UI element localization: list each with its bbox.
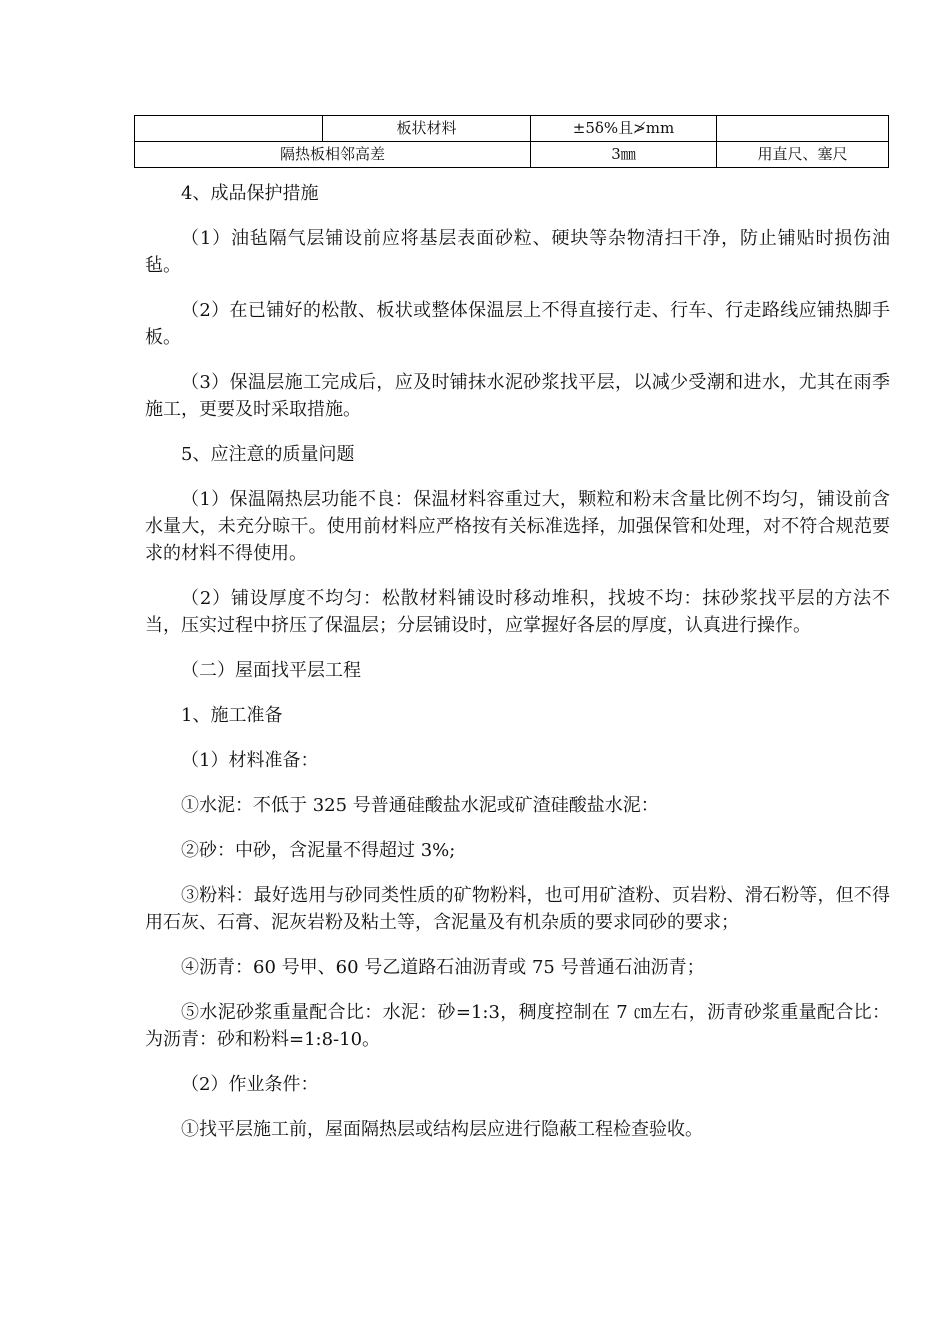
table-cell [717,116,889,142]
list-item: ③粉料：最好选用与砂同类性质的矿物粉料，也可用矿渣粉、页岩粉、滑石粉等，但不得用石灰、石膏、泥灰岩粉及粘土等，含泥量及有机杂质的要求同砂的要求； [145,885,890,933]
paragraph: （1）保温隔热层功能不良：保温材料容重过大，颗粒和粉末含量比例不均匀，铺设前含水量大，未充分晾干。使用前材料应严格按有关标准选择，加强保管和处理，对不符合规范要求的材料不得使用。 [145,489,890,564]
table-row [135,116,889,142]
table-cell: 用直尺、塞尺 [717,142,889,168]
section-heading: （二）屋面找平层工程 [181,660,361,681]
table-cell: 3㎜ [531,142,717,168]
paragraph: （3）保温层施工完成后，应及时铺抹水泥砂浆找平层，以减少受潮和进水，尤其在雨季施工，更要及时采取措施。 [145,372,890,420]
paragraph: （2）铺设厚度不均匀：松散材料铺设时移动堆积，找坡不均：抹砂浆找平层的方法不当，压实过程中挤压了保温层；分层铺设时，应掌握好各层的厚度，认真进行操作。 [145,588,890,636]
list-item: ④沥青：60 号甲、60 号乙道路石油沥青或 75 号普通石油沥青； [181,957,705,978]
body-text [145,180,890,1161]
paragraph: （1）材料准备： [181,750,319,771]
table-cell: 隔热板相邻高差 [135,142,531,168]
table-cell: ±5δ%且≯mm [531,116,717,142]
list-item: ⑤水泥砂浆重量配合比：水泥：砂=1:3，稠度控制在 7 ㎝左右，沥青砂浆重量配合比：为沥青：砂和粉料=1:8-10。 [145,1002,890,1050]
list-item: ①水泥：不低于 325 号普通硅酸盐水泥或矿渣硅酸盐水泥： [181,795,659,816]
section-heading: 4、成品保护措施 [181,183,319,204]
table-cell: 板状材料 [323,116,531,142]
section-heading: 5、应注意的质量问题 [181,444,355,465]
paragraph: （1）油毡隔气层铺设前应将基层表面砂粒、硬块等杂物清扫干净，防止铺贴时损伤油毡。 [145,228,890,276]
table-row [135,142,889,168]
table-cell [135,116,323,142]
section-heading: 1、施工准备 [181,705,283,726]
paragraph: （2）在已铺好的松散、板状或整体保温层上不得直接行走、行车、行走路线应铺热脚手板。 [145,300,890,348]
tolerance-table [134,115,889,168]
list-item: ①找平层施工前，屋面隔热层或结构层应进行隐蔽工程检查验收。 [181,1119,703,1140]
list-item: ②砂：中砂，含泥量不得超过 3%; [181,840,456,861]
paragraph: （2）作业条件： [181,1074,319,1095]
